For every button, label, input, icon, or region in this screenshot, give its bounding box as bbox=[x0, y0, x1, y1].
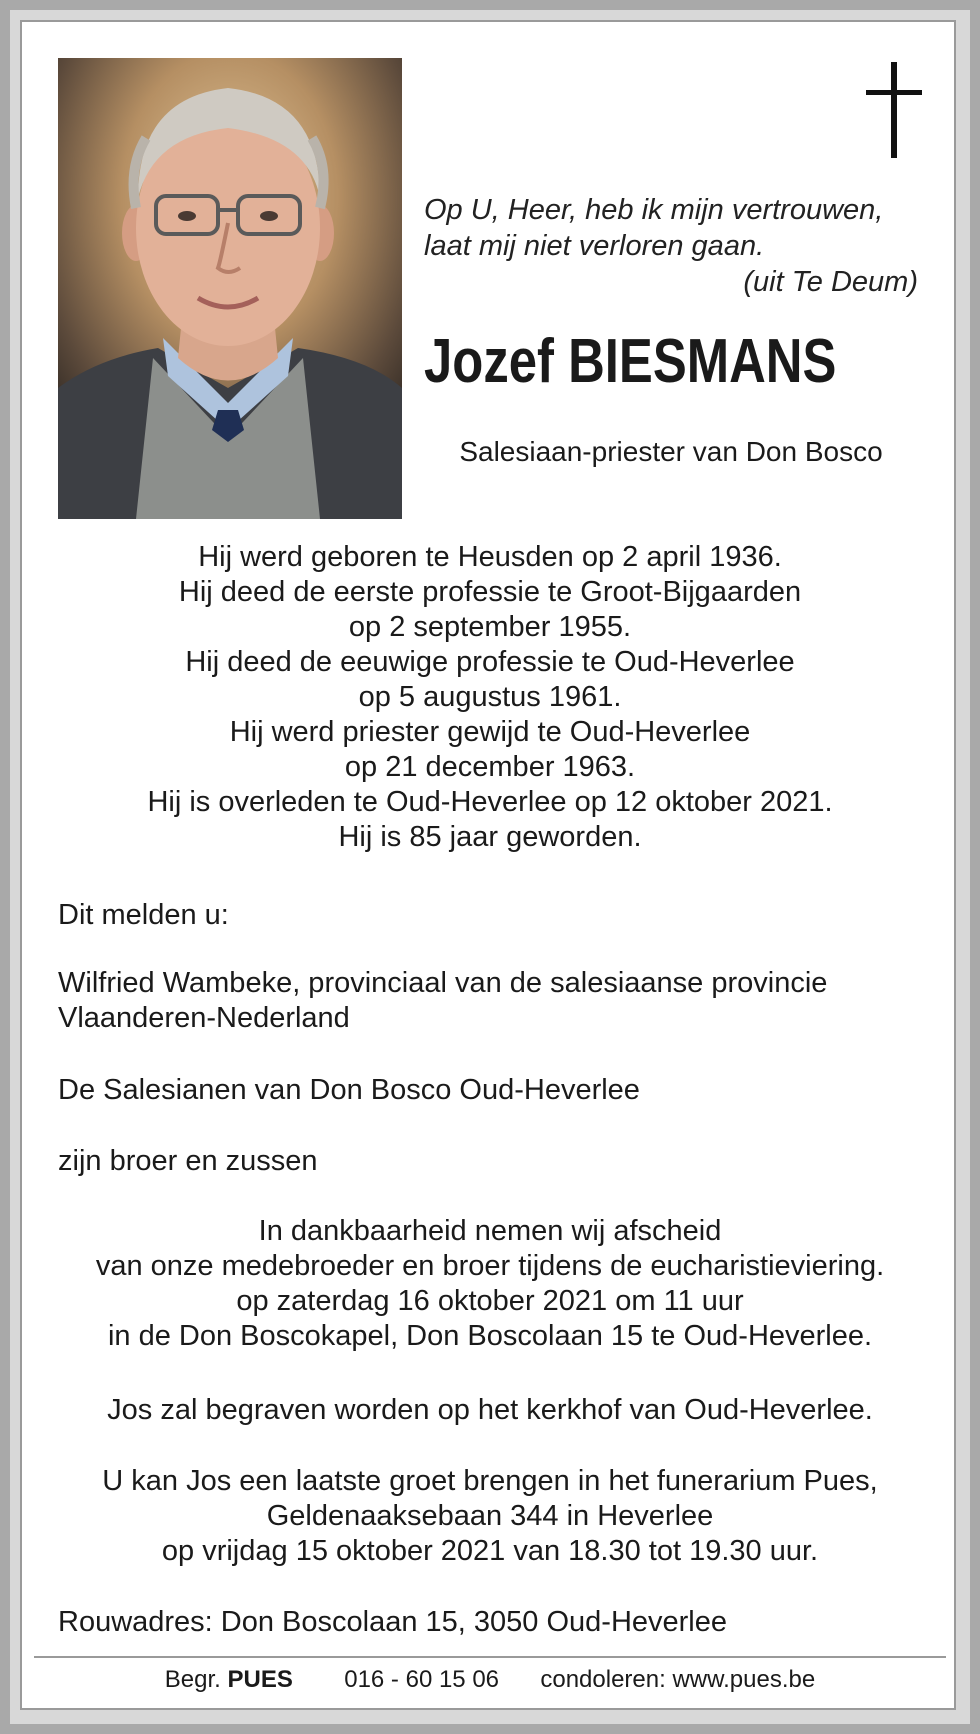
announce-intro bbox=[58, 898, 938, 933]
quote-source: (uit Te Deum) bbox=[743, 266, 918, 298]
announcer-wambeke-line-2: Vlaanderen-Nederland bbox=[58, 1002, 350, 1034]
burial-notice bbox=[40, 1393, 940, 1428]
bio-line: Hij deed de eerste professie te Groot-Bijgaarden bbox=[178, 576, 802, 608]
farewell-line: van onze medebroeder en broer tijdens de eucharistieviering. bbox=[95, 1250, 885, 1282]
visit-line: op vrijdag 15 oktober 2021 van 18.30 tot 19.30 uur. bbox=[161, 1535, 819, 1567]
bio-line: Hij deed de eeuwige professie te Oud-Heverlee bbox=[185, 646, 795, 678]
mourning-address-text: Rouwadres: Don Boscolaan 15, 3050 Oud-Heverlee bbox=[58, 1606, 728, 1638]
deceased-name: Jozef BIESMANS bbox=[424, 327, 837, 396]
quote-line-2: laat mij niet verloren gaan. bbox=[424, 230, 765, 262]
announcer-salesianen bbox=[58, 1073, 938, 1108]
farewell-block bbox=[40, 1214, 940, 1354]
mourning-address bbox=[58, 1605, 938, 1640]
bio-line: op 21 december 1963. bbox=[344, 751, 636, 783]
footer bbox=[34, 1664, 946, 1696]
footer-begr: Begr. bbox=[164, 1666, 221, 1693]
farewell-line: in de Don Boscokapel, Don Boscolaan 15 te Oud-Heverlee. bbox=[107, 1320, 873, 1352]
announcer-wambeke-line-1: Wilfried Wambeke, provinciaal van de salesiaanse provincie bbox=[58, 967, 828, 999]
bio-line: Hij werd priester gewijd te Oud-Heverlee bbox=[229, 716, 751, 748]
announcer-family-text: zijn broer en zussen bbox=[58, 1145, 318, 1177]
visit-line: U kan Jos een laatste groet brengen in het funerarium Pues, bbox=[102, 1465, 878, 1497]
farewell-line: In dankbaarheid nemen wij afscheid bbox=[258, 1215, 722, 1247]
announcer-salesianen-text: De Salesianen van Don Bosco Oud-Heverlee bbox=[58, 1074, 640, 1106]
portrait-illustration bbox=[58, 58, 402, 519]
footer-company: PUES bbox=[227, 1666, 293, 1693]
bio-line: op 2 september 1955. bbox=[348, 611, 632, 643]
deceased-title: Salesiaan-priester van Don Bosco bbox=[459, 436, 883, 467]
portrait-photo bbox=[58, 58, 402, 519]
visit-line: Geldenaaksebaan 344 in Heverlee bbox=[266, 1500, 714, 1532]
cross-icon bbox=[866, 62, 922, 158]
announcer-wambeke bbox=[58, 966, 938, 1036]
footer-phone: 016 - 60 15 06 bbox=[344, 1666, 500, 1693]
announce-intro-text: Dit melden u: bbox=[58, 899, 229, 931]
quote-line-1: Op U, Heer, heb ik mijn vertrouwen, bbox=[424, 194, 884, 226]
announcer-family bbox=[58, 1144, 938, 1179]
bio-line: Hij is 85 jaar geworden. bbox=[338, 821, 642, 853]
bio-line: Hij is overleden te Oud-Heverlee op 12 oktober 2021. bbox=[147, 786, 833, 818]
bio-line: op 5 augustus 1961. bbox=[358, 681, 622, 713]
farewell-line: op zaterdag 16 oktober 2021 om 11 uur bbox=[236, 1285, 744, 1317]
burial-text: Jos zal begraven worden op het kerkhof van Oud-Heverlee. bbox=[107, 1394, 873, 1426]
quote-block bbox=[424, 192, 918, 300]
visit-block bbox=[40, 1464, 940, 1569]
footer-divider bbox=[34, 1656, 946, 1658]
footer-condolence-link[interactable]: condoleren: www.pues.be bbox=[540, 1666, 816, 1693]
biography bbox=[40, 540, 940, 855]
bio-line: Hij werd geboren te Heusden op 2 april 1936. bbox=[198, 541, 782, 573]
